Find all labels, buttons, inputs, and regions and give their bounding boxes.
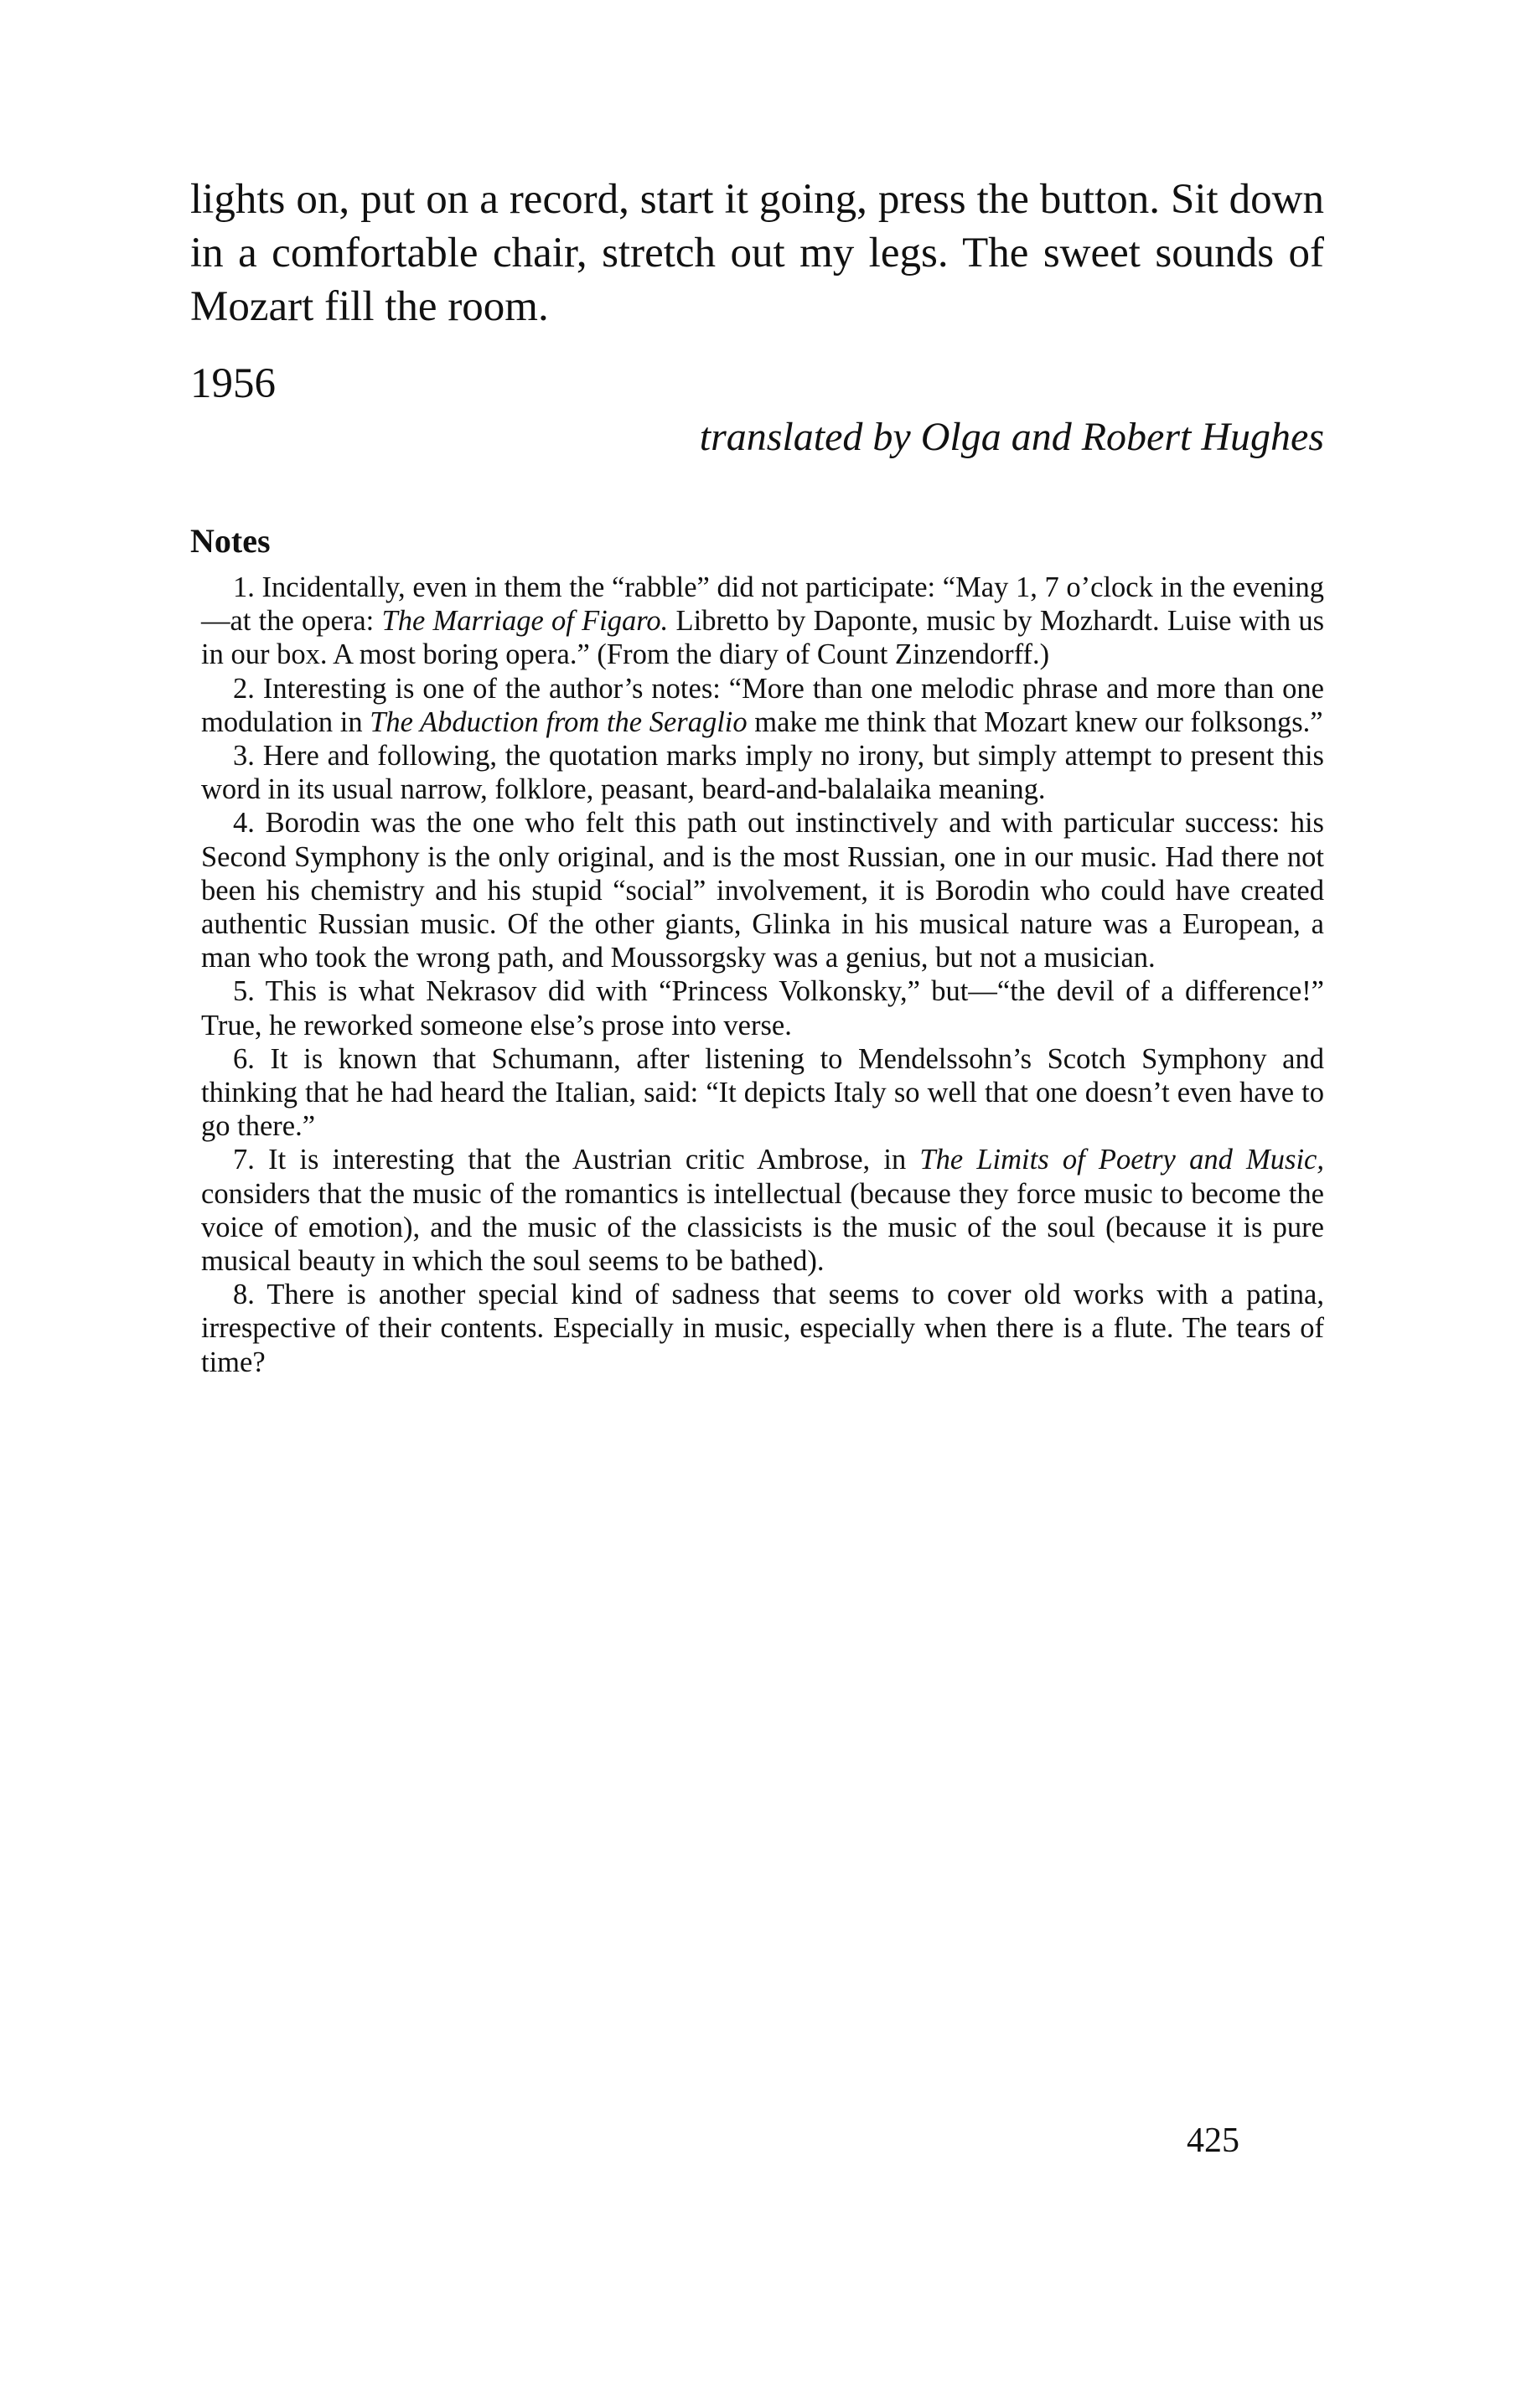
note-item: 2. Interesting is one of the author’s notes: “More than one melodic phrase and more than one modulation in The Abduction from the Seraglio make me think that Mozart knew our folksongs.” [201, 672, 1324, 738]
page-number: 425 [1187, 2121, 1239, 2160]
note-item: 3. Here and following, the quotation marks imply no irony, but simply attempt to present this word in its usual narrow, folklore, peasant, beard-and-balalaika meaning. [201, 740, 1324, 806]
body-paragraph: lights on, put on a record, start it going, press the button. Sit down in a comfortable chair, stretch out my legs. The sweet sounds of Mozart fill the room. [190, 176, 1324, 330]
notes-list [201, 571, 1324, 1379]
note-item: 7. It is interesting that the Austrian critic Ambrose, in The Limits of Poetry and Music, considers that the music of the romantics is intellectual (because they force music to become the voice of emotion), and the music of the classicists is the music of the soul (because it is pure musical beauty in which the soul seems to be bathed). [201, 1144, 1324, 1278]
notes-heading: Notes [190, 522, 271, 560]
note-item: 6. It is known that Schumann, after listening to Mendelssohn’s Scotch Symphony and thinking that he had heard the Italian, said: “It depicts Italy so well that one doesn’t even have to go there.” [201, 1042, 1324, 1143]
note-item: 1. Incidentally, even in them the “rabble” did not participate: “May 1, 7 o’clock in the evening—at the opera: The Marriage of Figaro. Libretto by Daponte, music by Mozhardt. Luise with us in our box. A most boring opera.” (From the diary of Count Zinzendorff.) [201, 571, 1325, 671]
year-line: 1956 [190, 360, 276, 407]
note-item: 4. Borodin was the one who felt this path out instinctively and with particular success: his Second Symphony is the only original, and is the most Russian, one in our music. Had there not been his chemistry and his stupid “social” involvement, it is Borodin who could have created authentic Russian music. Of the other giants, Glinka in his musical nature was a European, a man who took the wrong path, and Moussorgsky was a genius, but not a musician. [201, 807, 1324, 974]
translator-credit: translated by Olga and Robert Hughes [699, 415, 1324, 459]
note-item: 8. There is another special kind of sadness that seems to cover old works with a patina, irrespective of their contents. Especially in music, especially when there is a flute. The tears of time? [201, 1279, 1324, 1378]
note-item: 5. This is what Nekrasov did with “Princess Volkonsky,” but—“the devil of a difference!” True, he reworked someone else’s prose into verse. [201, 975, 1324, 1041]
